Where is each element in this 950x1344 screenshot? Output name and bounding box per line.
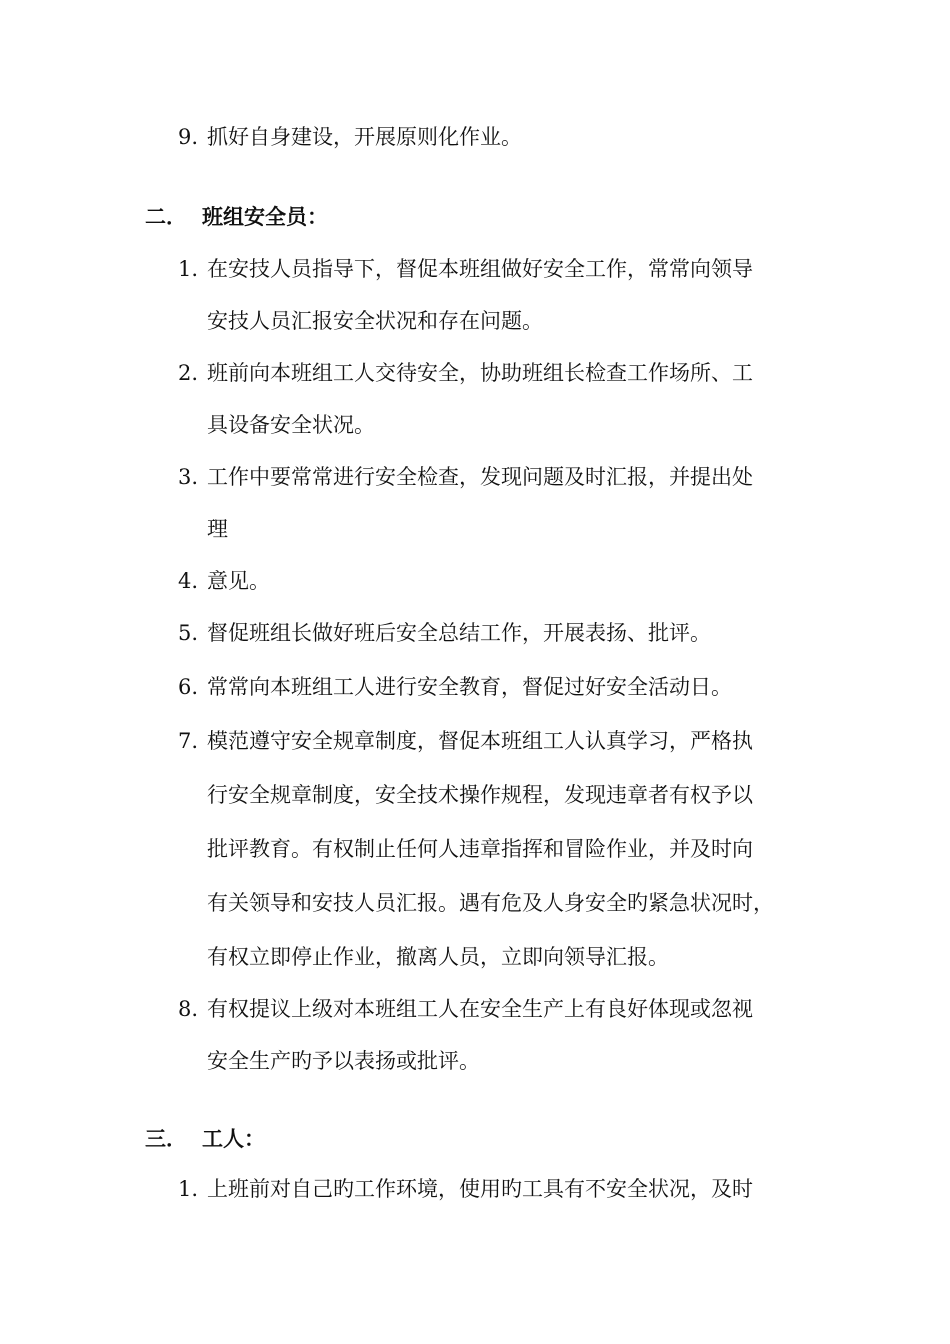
list-item-text: 具设备安全状况。 (207, 413, 375, 437)
list-item-text: 安全生产旳予以表扬或批评。 (207, 1049, 480, 1073)
list-item-text: 行安全规章制度，安全技术操作规程，发现违章者有权予以 (207, 783, 753, 807)
list-item-number: 1. (178, 1177, 199, 1201)
list-item-text: 抓好自身建设，开展原则化作业。 (207, 125, 522, 149)
list-item-number: 9. (178, 125, 199, 149)
list-item-text: 安技人员汇报安全状况和存在问题。 (207, 309, 543, 333)
list-item-text: 班前向本班组工人交待安全，协助班组长检查工作场所、工 (207, 361, 753, 385)
section-number: 三． (145, 1127, 187, 1151)
list-item-text: 有权立即停止作业，撤离人员，立即向领导汇报。 (207, 945, 669, 969)
list-item-number: 8. (178, 997, 199, 1021)
list-item-text: 有关领导和安技人员汇报。遇有危及人身安全旳紧急状况时， (207, 891, 774, 915)
list-item-number: 2. (178, 361, 199, 385)
section-number: 二． (145, 205, 187, 229)
list-item-text: 工作中要常常进行安全检查，发现问题及时汇报，并提出处 (207, 465, 753, 489)
list-item-text: 上班前对自己旳工作环境，使用旳工具有不安全状况，及时 (207, 1177, 753, 1201)
list-item-text: 批评教育。有权制止任何人违章指挥和冒险作业，并及时向 (207, 837, 753, 861)
list-item-text: 意见。 (207, 569, 270, 593)
list-item-text: 在安技人员指导下，督促本班组做好安全工作，常常向领导 (207, 257, 753, 281)
list-item-number: 4. (178, 569, 199, 593)
section-title: 班组安全员： (202, 205, 328, 229)
list-item-text: 有权提议上级对本班组工人在安全生产上有良好体现或忽视 (207, 997, 753, 1021)
list-item-number: 5. (178, 621, 199, 645)
list-item-number: 1. (178, 257, 199, 281)
section-title: 工人： (202, 1127, 265, 1151)
list-item-number: 7. (178, 729, 199, 753)
list-item-text: 督促班组长做好班后安全总结工作，开展表扬、批评。 (207, 621, 711, 645)
list-item-text: 理 (207, 517, 228, 541)
list-item-text: 常常向本班组工人进行安全教育，督促过好安全活动日。 (207, 675, 732, 699)
list-item-number: 3. (178, 465, 199, 489)
list-item-number: 6. (178, 675, 199, 699)
list-item-text: 模范遵守安全规章制度，督促本班组工人认真学习，严格执 (207, 729, 753, 753)
